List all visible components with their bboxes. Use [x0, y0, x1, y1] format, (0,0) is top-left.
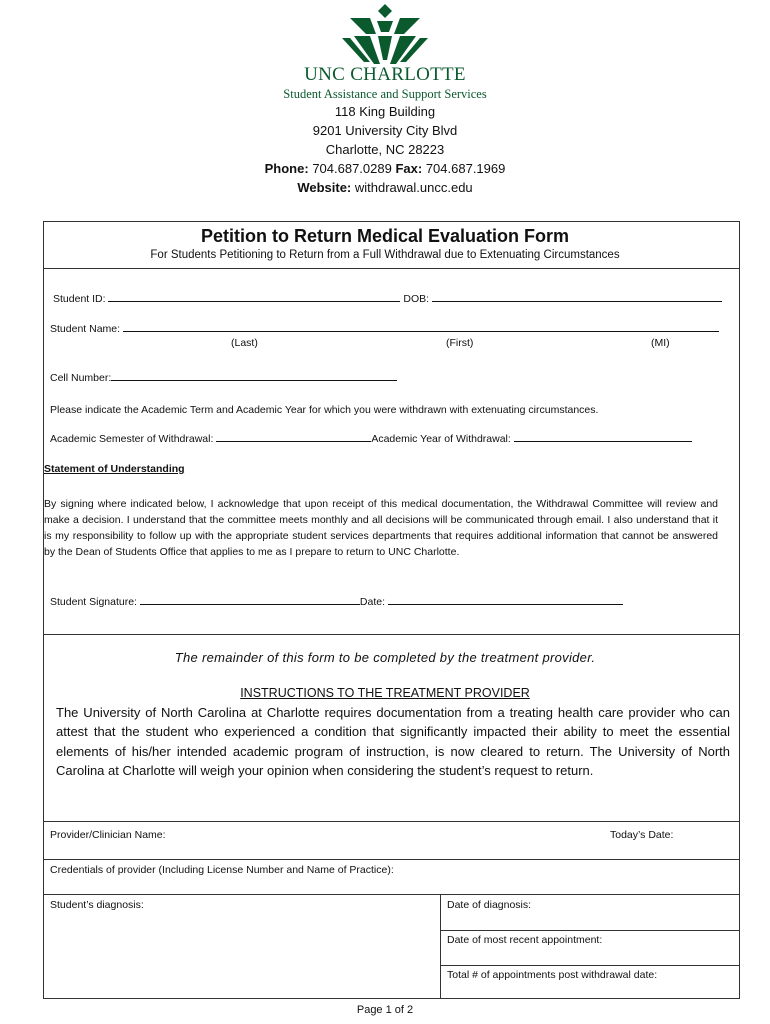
diagnosis-label: Student’s diagnosis: — [50, 899, 144, 911]
provider-column-divider — [440, 894, 441, 999]
address-line-1: 118 King Building — [334, 104, 436, 119]
statement-text: By signing where indicated below, I acknowledge that upon receipt of this medical documentation, the Withdrawal Committee will review and make a decision. I understand that the committee meets monthly and all decisions will be communicated through email. I also understand that it is my responsibility to follow up with the appropriate student services departments that requires additional information that cannot be answered by the Dean of Students Office that applies to me as I prepare to return to UNC Charlotte. — [44, 498, 718, 558]
provider-row-divider-5 — [440, 965, 740, 966]
signature-row — [50, 593, 623, 608]
provider-row-divider-2 — [43, 859, 740, 860]
org-name: UNC CHARLOTTE — [304, 64, 466, 85]
phone-label: Phone: — [264, 161, 309, 176]
name-last-caption: (Last) — [231, 337, 258, 349]
contact-website — [0, 179, 770, 197]
name-mi-caption: (MI) — [651, 337, 670, 349]
org-subtitle: Student Assistance and Support Services — [283, 87, 487, 101]
provider-row-divider-3 — [43, 894, 740, 895]
form-border — [43, 221, 740, 999]
phone-value: 704.687.0289 — [312, 161, 392, 176]
date-of-diagnosis-label: Date of diagnosis: — [447, 899, 532, 911]
signature-label: Student Signature: — [50, 596, 137, 608]
form-title: Petition to Return Medical Evaluation Form — [200, 226, 570, 246]
todays-date-label: Today’s Date: — [610, 829, 674, 841]
cell-number-field[interactable] — [111, 369, 397, 381]
credentials-label: Credentials of provider (Including License Number and Name of Practice): — [50, 864, 394, 876]
term-instruction: Please indicate the Academic Term and Academic Year for which you were withdrawn with extenuating circumstances. — [50, 404, 599, 416]
student-id-row — [53, 290, 722, 305]
clinician-name-label: Provider/Clinician Name: — [50, 829, 166, 841]
student-name-row — [50, 320, 719, 335]
fax-label: Fax: — [395, 161, 423, 176]
student-name-label: Student Name: — [50, 323, 121, 335]
year-field[interactable] — [514, 430, 692, 442]
date-label: Date: — [359, 596, 386, 608]
student-name-field[interactable] — [123, 320, 719, 332]
signature-field[interactable] — [140, 593, 360, 605]
provider-note: The remainder of this form to be completed by the treatment provider. — [174, 650, 596, 665]
statement-heading: Statement of Understanding — [44, 463, 185, 475]
title-divider — [43, 268, 740, 269]
website-label: Website: — [297, 180, 352, 195]
withdrawal-term-row — [50, 430, 692, 445]
signature-date-field[interactable] — [388, 593, 623, 605]
instructions-text: The University of North Carolina at Charlotte requires documentation from a treating health care provider who can attest that the student who experienced a condition that significantly impacted their ability to meet the essential elements of his/her intended academic program of instruction, is now cleared to return. The University of North Carolina at Charlotte will weigh your opinion when considering the student’s request to return. — [56, 705, 730, 778]
instructions-heading: INSTRUCTIONS TO THE TREATMENT PROVIDER — [240, 686, 530, 700]
year-label: Academic Year of Withdrawal: — [371, 433, 511, 445]
address-line-2: 9201 University City Blvd — [312, 123, 458, 138]
semester-field[interactable] — [216, 430, 371, 442]
dob-field[interactable] — [432, 290, 722, 302]
contact-phone-fax — [0, 160, 770, 178]
cell-number-label: Cell Number: — [50, 372, 112, 384]
student-id-label: Student ID: — [53, 293, 106, 305]
fax-value: 704.687.1969 — [425, 161, 506, 176]
semester-label: Academic Semester of Withdrawal: — [50, 433, 214, 445]
unc-charlotte-logo-icon — [340, 4, 430, 68]
student-id-field[interactable] — [108, 290, 400, 302]
address-line-3: Charlotte, NC 28223 — [325, 142, 445, 157]
cell-number-row — [50, 369, 397, 384]
provider-row-divider-4 — [440, 930, 740, 931]
provider-row-divider-1 — [43, 821, 740, 822]
page-number: Page 1 of 2 — [356, 1004, 414, 1016]
recent-appointment-label: Date of most recent appointment: — [447, 934, 603, 946]
dob-label: DOB: — [403, 293, 430, 305]
name-first-caption: (First) — [446, 337, 474, 349]
form-subtitle: For Students Petitioning to Return from a Full Withdrawal due to Extenuating Circumstances — [150, 249, 620, 261]
website-value[interactable]: withdrawal.uncc.edu — [354, 180, 473, 195]
student-section-divider — [43, 634, 740, 635]
total-appointments-label: Total # of appointments post withdrawal date: — [447, 969, 658, 981]
